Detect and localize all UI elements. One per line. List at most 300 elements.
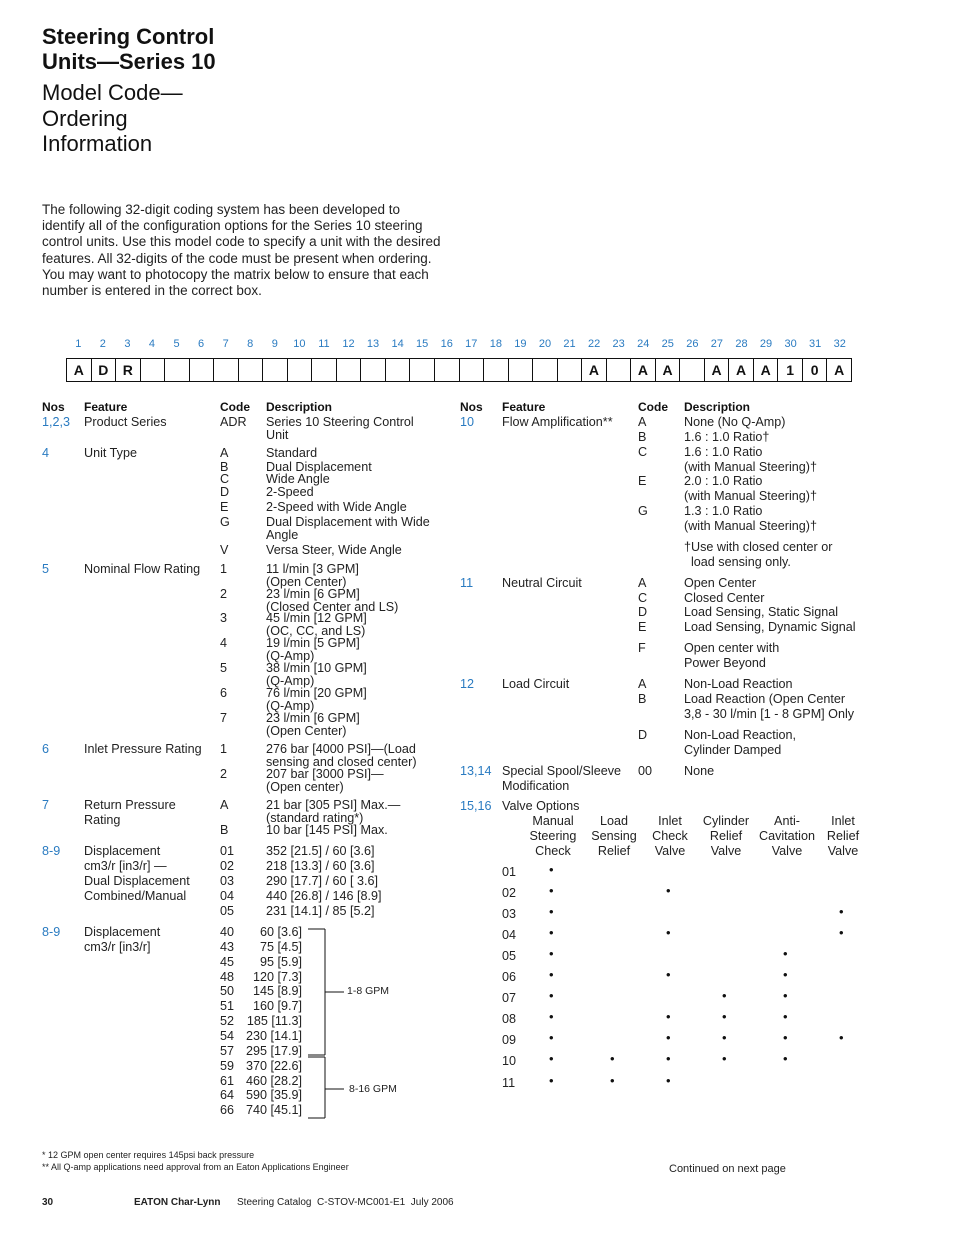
option-code: C bbox=[638, 445, 648, 459]
valve-option-bullet: • bbox=[549, 1072, 554, 1088]
digit-position-number: 30 bbox=[784, 338, 797, 350]
option-description: (with Manual Steering)† bbox=[684, 519, 817, 533]
option-description: sensing and closed center) bbox=[266, 754, 417, 769]
page-number: 30 bbox=[42, 1197, 54, 1208]
digit-position-number: 20 bbox=[538, 338, 552, 350]
section-nos: 6 bbox=[42, 742, 50, 756]
option-description: Open Center bbox=[684, 576, 757, 590]
digit-position-number: 14 bbox=[391, 338, 404, 350]
option-description: (Q-Amp) bbox=[266, 648, 315, 663]
subtitle-line-2: Ordering bbox=[42, 105, 128, 131]
valve-option-bullet: • bbox=[722, 1030, 727, 1046]
section-feature: Product Series bbox=[84, 415, 167, 429]
option-description: 352 [21.5] / 60 [3.6] bbox=[266, 844, 375, 858]
valve-option-bullet: • bbox=[783, 988, 788, 1004]
valve-option-code: 09 bbox=[502, 1033, 517, 1048]
option-description: 230 [14.1] bbox=[245, 1028, 302, 1043]
option-description: Power Beyond bbox=[684, 656, 766, 670]
option-note: load sensing only. bbox=[684, 555, 791, 569]
code-box[interactable]: 1 bbox=[778, 359, 803, 381]
valve-option-bullet: • bbox=[549, 946, 554, 962]
valve-option-bullet: • bbox=[839, 904, 844, 920]
option-description: Dual Displacement bbox=[266, 460, 372, 474]
digit-position-number: 29 bbox=[759, 338, 773, 350]
header-description: Description bbox=[266, 400, 333, 414]
option-code: B bbox=[220, 460, 229, 474]
valve-option-bullet: • bbox=[839, 1030, 844, 1046]
section-feature: Return Pressure bbox=[84, 798, 176, 812]
digit-position-number: 12 bbox=[342, 338, 355, 350]
option-code: 1 bbox=[220, 742, 228, 756]
option-description: None bbox=[684, 764, 715, 778]
header-description: Description bbox=[684, 400, 751, 414]
valve-option-bullet: • bbox=[549, 925, 554, 941]
option-code: 59 bbox=[220, 1058, 235, 1073]
section-nos: 7 bbox=[42, 798, 50, 812]
option-description: (OC, CC, and LS) bbox=[266, 623, 366, 638]
code-box[interactable]: A bbox=[631, 359, 656, 381]
option-description: 45 l/min [12 GPM] bbox=[266, 611, 367, 625]
valve-option-bullet: • bbox=[549, 904, 554, 920]
valve-option-bullet: • bbox=[783, 1030, 788, 1046]
option-description: Load Sensing, Dynamic Signal bbox=[684, 620, 856, 634]
option-description: 2.0 : 1.0 Ratio bbox=[684, 474, 763, 488]
option-note: †Use with closed center or bbox=[684, 540, 833, 554]
option-description: (Open Center) bbox=[266, 574, 347, 589]
valve-option-bullet: • bbox=[666, 1009, 671, 1025]
model-code-matrix bbox=[66, 358, 852, 382]
option-description: Open center with bbox=[684, 641, 780, 655]
digit-position-number: 28 bbox=[735, 338, 748, 350]
valve-option-bullet: • bbox=[549, 883, 554, 899]
option-code: 4 bbox=[220, 636, 228, 650]
option-description: 218 [13.3] / 60 [3.6] bbox=[266, 859, 375, 873]
valve-option-bullet: • bbox=[549, 988, 554, 1004]
code-box[interactable] bbox=[484, 359, 509, 381]
header-nos: Nos bbox=[460, 400, 483, 414]
option-description: Closed Center bbox=[684, 591, 765, 605]
option-code: 50 bbox=[220, 984, 235, 999]
option-description: 207 bar [3000 PSI]— bbox=[266, 767, 384, 781]
digit-position-number: 21 bbox=[563, 338, 576, 350]
valve-option-bullet: • bbox=[549, 967, 554, 983]
option-code: 61 bbox=[220, 1073, 235, 1088]
option-description: 19 l/min [5 GPM] bbox=[266, 636, 360, 650]
valve-option-bullet: • bbox=[666, 1072, 671, 1088]
valve-option-bullet: • bbox=[666, 925, 671, 941]
option-description: 295 [17.9] bbox=[245, 1043, 302, 1058]
footer-catalog: Steering Catalog C-STOV-MC001-E1 July 2006 bbox=[237, 1197, 454, 1208]
code-box[interactable] bbox=[509, 359, 534, 381]
valve-option-bullet: • bbox=[722, 988, 727, 1004]
option-code: 6 bbox=[220, 686, 228, 700]
option-description: 11 l/min [3 GPM] bbox=[266, 562, 359, 576]
option-code: 01 bbox=[220, 844, 235, 858]
option-code: V bbox=[220, 543, 229, 557]
option-code: F bbox=[638, 641, 646, 655]
option-description: 23 l/min [6 GPM] bbox=[266, 711, 360, 725]
valve-option-code: 11 bbox=[502, 1075, 516, 1090]
digit-position-number: 22 bbox=[587, 338, 601, 350]
code-box[interactable]: A bbox=[582, 359, 607, 381]
digit-position-number: 23 bbox=[612, 338, 625, 350]
code-box[interactable]: A bbox=[656, 359, 681, 381]
option-description: 185 [11.3] bbox=[246, 1014, 302, 1029]
digit-position-number: 5 bbox=[173, 338, 180, 350]
valve-option-bullet: • bbox=[722, 1009, 727, 1025]
digit-position-number: 32 bbox=[833, 338, 846, 350]
intro-paragraph: The following 32-digit coding system has been developed to identify all of the configuration options for the Series 10 steering control units. Use this model code to specify a unit with the desired features. All 32-digits of the code must be present when ordering. You may want to photocopy the matrix below to ensure that each number is entered in the correct box. bbox=[42, 202, 441, 299]
digit-position-number: 31 bbox=[809, 338, 822, 350]
valve-option-bullet: • bbox=[783, 1009, 788, 1025]
option-code: 03 bbox=[220, 874, 235, 888]
subtitle-line-3: Information bbox=[42, 131, 153, 156]
section-nos: 12 bbox=[460, 677, 475, 691]
code-box[interactable] bbox=[607, 359, 632, 381]
digit-position-number: 16 bbox=[440, 338, 453, 350]
option-description: 160 [9.7] bbox=[252, 999, 302, 1014]
option-description: 1.3 : 1.0 Ratio bbox=[684, 504, 763, 518]
valve-option-bullet: • bbox=[722, 1051, 727, 1067]
option-description: None (No Q-Amp) bbox=[684, 415, 786, 429]
digit-position-number: 2 bbox=[99, 338, 106, 350]
code-box[interactable]: A bbox=[705, 359, 730, 381]
valve-option-bullet: • bbox=[783, 1051, 788, 1067]
section-nos: 5 bbox=[42, 562, 50, 576]
valve-option-bullet: • bbox=[783, 946, 788, 962]
option-description: 145 [8.9] bbox=[252, 984, 302, 999]
option-description: 440 [26.8] / 146 [8.9] bbox=[266, 889, 382, 903]
bracket-label-1: 1-8 GPM bbox=[347, 985, 390, 997]
code-box[interactable] bbox=[410, 359, 435, 381]
option-code: 00 bbox=[638, 764, 653, 778]
code-box[interactable] bbox=[460, 359, 485, 381]
option-description: 23 l/min [6 GPM] bbox=[266, 587, 360, 601]
valve-column-header: Sensing bbox=[591, 829, 637, 843]
section-feature: cm3/r [in3/r] bbox=[84, 940, 151, 954]
code-box[interactable] bbox=[337, 359, 362, 381]
option-code: E bbox=[638, 474, 647, 488]
digit-position-number: 26 bbox=[686, 338, 699, 350]
option-code: 45 bbox=[220, 954, 235, 969]
option-description: (Q-Amp) bbox=[266, 698, 315, 713]
section-feature: Dual Displacement bbox=[84, 874, 190, 888]
option-code: 05 bbox=[220, 904, 235, 918]
valve-column-header: Check bbox=[535, 844, 571, 858]
option-code: C bbox=[638, 591, 648, 605]
section-feature: Neutral Circuit bbox=[502, 576, 582, 590]
option-code: 64 bbox=[220, 1088, 235, 1103]
code-box[interactable] bbox=[263, 359, 288, 381]
option-code: E bbox=[220, 500, 229, 514]
code-box[interactable] bbox=[361, 359, 386, 381]
option-code: G bbox=[638, 504, 648, 518]
option-code: 51 bbox=[220, 999, 235, 1014]
valve-column-header: Check bbox=[652, 829, 688, 843]
option-description: 460 [28.2] bbox=[245, 1073, 302, 1088]
code-box[interactable]: 0 bbox=[803, 359, 828, 381]
code-box[interactable] bbox=[165, 359, 190, 381]
digit-position-number: 19 bbox=[514, 338, 527, 350]
digit-position-number: 27 bbox=[710, 338, 724, 350]
option-description: (Open center) bbox=[266, 779, 344, 794]
valve-column-header: Relief bbox=[709, 829, 743, 843]
code-box[interactable]: A bbox=[67, 359, 92, 381]
valve-column-header: Cylinder bbox=[702, 814, 750, 828]
valve-option-bullet: • bbox=[666, 1030, 671, 1046]
option-code: C bbox=[220, 472, 230, 486]
section-nos: 10 bbox=[460, 415, 475, 429]
code-box[interactable] bbox=[435, 359, 460, 381]
valve-column-header: Relief bbox=[597, 844, 631, 858]
digit-position-number: 17 bbox=[465, 338, 478, 350]
option-description: 276 bar [4000 PSI]—(Load bbox=[266, 742, 416, 756]
valve-column-header: Steering bbox=[529, 829, 577, 843]
section-feature: Nominal Flow Rating bbox=[84, 562, 201, 576]
header-feature: Feature bbox=[84, 400, 128, 414]
valve-option-bullet: • bbox=[666, 883, 671, 899]
valve-column-header: Valve bbox=[827, 844, 859, 858]
option-description: (Open Center) bbox=[266, 723, 347, 738]
option-code: D bbox=[220, 485, 230, 499]
valve-option-code: 04 bbox=[502, 928, 517, 943]
code-box[interactable] bbox=[190, 359, 215, 381]
footnote-1: * 12 GPM open center requires 145psi back pressure bbox=[42, 1150, 255, 1160]
option-description: Load Reaction (Open Center bbox=[684, 692, 846, 706]
valve-column-header: Relief bbox=[826, 829, 860, 843]
digit-position-number: 6 bbox=[198, 338, 205, 350]
section-feature: Load Circuit bbox=[502, 677, 570, 691]
valve-column-header: Load bbox=[599, 814, 629, 828]
valve-option-bullet: • bbox=[549, 1051, 554, 1067]
page-subtitle bbox=[42, 80, 302, 157]
section-feature: Rating bbox=[84, 813, 121, 827]
valve-option-bullet: • bbox=[783, 967, 788, 983]
option-description: 231 [14.1] / 85 [5.2] bbox=[266, 904, 375, 918]
valve-column-header: Cavitation bbox=[758, 829, 815, 843]
header-code: Code bbox=[220, 400, 250, 414]
option-code: 3 bbox=[220, 611, 228, 625]
section-feature: Displacement bbox=[84, 844, 161, 858]
valve-option-bullet: • bbox=[666, 967, 671, 983]
option-description: (standard rating*) bbox=[266, 810, 364, 825]
option-description: 740 [45.1] bbox=[245, 1103, 302, 1118]
option-description: Wide Angle bbox=[266, 472, 330, 486]
option-description: Non-Load Reaction bbox=[684, 677, 793, 691]
header-feature: Feature bbox=[502, 400, 546, 414]
code-box[interactable] bbox=[214, 359, 239, 381]
option-code: A bbox=[220, 798, 229, 812]
footnote-2: ** All Q-amp applications need approval from an Eaton Applications Engineer bbox=[42, 1162, 349, 1172]
code-box[interactable]: A bbox=[729, 359, 754, 381]
option-code: B bbox=[638, 692, 647, 706]
option-code: A bbox=[220, 446, 229, 460]
digit-position-number: 8 bbox=[247, 338, 254, 350]
valve-column-header: Valve bbox=[710, 844, 742, 858]
option-description: 38 l/min [10 GPM] bbox=[266, 661, 367, 675]
option-code: 43 bbox=[220, 939, 235, 954]
option-code: 7 bbox=[220, 711, 228, 725]
option-code: 5 bbox=[220, 661, 228, 675]
digit-position-number: 13 bbox=[366, 338, 380, 350]
option-description: 75 [4.5] bbox=[259, 939, 302, 954]
code-box[interactable]: A bbox=[834, 362, 845, 378]
section-feature: Valve Options bbox=[502, 799, 580, 813]
option-code: A bbox=[638, 576, 647, 590]
valve-option-code: 01 bbox=[502, 865, 517, 879]
valve-option-bullet: • bbox=[549, 1009, 554, 1025]
option-code: 57 bbox=[220, 1043, 235, 1058]
header-code: Code bbox=[638, 400, 668, 414]
option-description: (with Manual Steering)† bbox=[684, 460, 817, 474]
valve-option-code: 08 bbox=[502, 1012, 517, 1027]
option-code: 40 bbox=[220, 925, 235, 939]
section-feature: Combined/Manual bbox=[84, 889, 187, 903]
option-code: 66 bbox=[220, 1103, 235, 1118]
option-description: 60 [3.6] bbox=[259, 925, 302, 939]
option-code: 02 bbox=[220, 859, 235, 873]
section-nos: 8-9 bbox=[42, 925, 61, 939]
option-description: Load Sensing, Static Signal bbox=[684, 605, 839, 619]
option-description: 10 bar [145 PSI] Max. bbox=[266, 823, 388, 837]
option-code: 2 bbox=[220, 767, 228, 781]
option-description: 2-Speed with Wide Angle bbox=[266, 500, 407, 514]
valve-option-bullet: • bbox=[549, 862, 554, 877]
option-description: 590 [35.9] bbox=[245, 1088, 302, 1103]
option-description: 2-Speed bbox=[266, 485, 314, 499]
option-description: 370 [22.6] bbox=[245, 1058, 302, 1073]
option-description: 1.6 : 1.0 Ratio bbox=[684, 445, 763, 459]
option-code: E bbox=[638, 620, 647, 634]
option-code: B bbox=[638, 430, 647, 444]
valve-option-code: 06 bbox=[502, 970, 517, 985]
section-feature: cm3/r [in3/r] — bbox=[84, 859, 167, 873]
footer-brand: EATON Char-Lynn bbox=[134, 1197, 221, 1208]
section-feature: Inlet Pressure Rating bbox=[84, 742, 202, 756]
valve-option-bullet: • bbox=[839, 925, 844, 941]
option-code: 52 bbox=[220, 1014, 235, 1029]
section-feature: Modification bbox=[502, 778, 570, 793]
option-description: 21 bar [305 PSI] Max.— bbox=[266, 798, 401, 812]
section-feature: Unit Type bbox=[84, 446, 137, 460]
option-code: ADR bbox=[220, 415, 247, 429]
option-description: 76 l/min [20 GPM] bbox=[266, 686, 367, 700]
digit-position-number: 3 bbox=[124, 338, 131, 350]
option-description: Versa Steer, Wide Angle bbox=[266, 543, 402, 557]
title-line-2: Units—Series 10 bbox=[42, 49, 216, 74]
option-code: D bbox=[638, 728, 648, 742]
option-code: 48 bbox=[220, 969, 235, 984]
option-code: G bbox=[220, 515, 230, 529]
option-code: B bbox=[220, 823, 229, 837]
header-nos: Nos bbox=[42, 400, 65, 414]
code-box[interactable] bbox=[288, 359, 313, 381]
option-description: (with Manual Steering)† bbox=[684, 489, 817, 503]
continued-note: Continued on next page bbox=[669, 1163, 786, 1175]
valve-option-bullet: • bbox=[666, 1051, 671, 1067]
code-box[interactable] bbox=[533, 359, 558, 381]
option-description: 3,8 - 30 l/min [1 - 8 GPM] Only bbox=[684, 707, 855, 721]
option-description: 290 [17.7] / 60 [ 3.6] bbox=[266, 874, 379, 888]
code-box[interactable] bbox=[141, 359, 166, 381]
option-code: 04 bbox=[220, 889, 235, 903]
digit-position-number: 4 bbox=[148, 338, 156, 350]
code-box[interactable] bbox=[558, 359, 583, 381]
valve-option-code: 07 bbox=[502, 991, 517, 1006]
title-line-1: Steering Control bbox=[42, 24, 215, 49]
section-nos: 4 bbox=[42, 446, 50, 460]
section-feature: Special Spool/Sleeve bbox=[502, 764, 622, 778]
option-description: Angle bbox=[266, 527, 299, 542]
valve-option-code: 02 bbox=[502, 886, 517, 901]
code-box[interactable] bbox=[680, 359, 705, 381]
digit-position-number: 10 bbox=[293, 338, 306, 350]
section-nos: 8-9 bbox=[42, 844, 61, 858]
option-description: Series 10 Steering Control bbox=[266, 415, 414, 429]
digit-position-number: 25 bbox=[661, 338, 674, 350]
valve-column-header: Valve bbox=[771, 844, 803, 858]
digit-position-number: 15 bbox=[416, 338, 429, 350]
valve-option-bullet: • bbox=[549, 1030, 554, 1046]
valve-option-code: 03 bbox=[502, 907, 517, 922]
valve-option-bullet: • bbox=[610, 1072, 615, 1088]
option-description: 95 [5.9] bbox=[259, 954, 302, 969]
code-box[interactable]: A bbox=[754, 359, 779, 381]
subtitle-line-1: Model Code— bbox=[42, 80, 183, 105]
option-code: 2 bbox=[220, 587, 228, 601]
option-description: Unit bbox=[266, 427, 289, 442]
option-code: 54 bbox=[220, 1028, 235, 1043]
option-code: 1 bbox=[220, 562, 228, 576]
option-description: Dual Displacement with Wide bbox=[266, 515, 430, 529]
digit-position-number: 7 bbox=[222, 338, 229, 350]
digit-position-number: 24 bbox=[637, 338, 650, 350]
valve-option-code: 05 bbox=[502, 949, 517, 964]
valve-column-header: Manual bbox=[532, 814, 574, 828]
code-box[interactable] bbox=[312, 359, 337, 381]
code-box[interactable] bbox=[239, 359, 264, 381]
option-code: A bbox=[638, 677, 647, 691]
code-box[interactable]: D bbox=[92, 359, 117, 381]
section-feature: Displacement bbox=[84, 925, 161, 939]
option-description: 1.6 : 1.0 Ratio† bbox=[684, 430, 770, 444]
code-box[interactable]: R bbox=[116, 359, 141, 381]
digit-position-number: 9 bbox=[271, 338, 278, 350]
page-title bbox=[42, 24, 342, 74]
option-code: D bbox=[638, 605, 648, 619]
code-box[interactable] bbox=[386, 359, 411, 381]
option-description: (Q-Amp) bbox=[266, 673, 315, 688]
section-nos: 13,14 bbox=[460, 764, 492, 778]
valve-column-header: Anti- bbox=[774, 814, 800, 828]
option-code: A bbox=[638, 415, 647, 429]
section-feature: Flow Amplification** bbox=[502, 415, 613, 429]
option-description: 120 [7.3] bbox=[252, 969, 302, 984]
option-description: Non-Load Reaction, bbox=[684, 728, 797, 742]
option-description: (Closed Center and LS) bbox=[266, 599, 399, 614]
option-description: Cylinder Damped bbox=[684, 743, 782, 757]
valve-column-header: Inlet bbox=[831, 814, 855, 828]
digit-position-number: 1 bbox=[75, 338, 82, 350]
valve-column-header: Inlet bbox=[658, 814, 682, 828]
digit-position-number: 18 bbox=[489, 338, 502, 350]
valve-option-bullet: • bbox=[610, 1051, 615, 1067]
valve-column-header: Valve bbox=[654, 844, 686, 858]
section-nos: 15,16 bbox=[460, 799, 492, 813]
section-nos: 1,2,3 bbox=[42, 415, 71, 429]
bracket-label-2: 8-16 GPM bbox=[349, 1083, 397, 1095]
option-description: Standard bbox=[266, 446, 318, 460]
